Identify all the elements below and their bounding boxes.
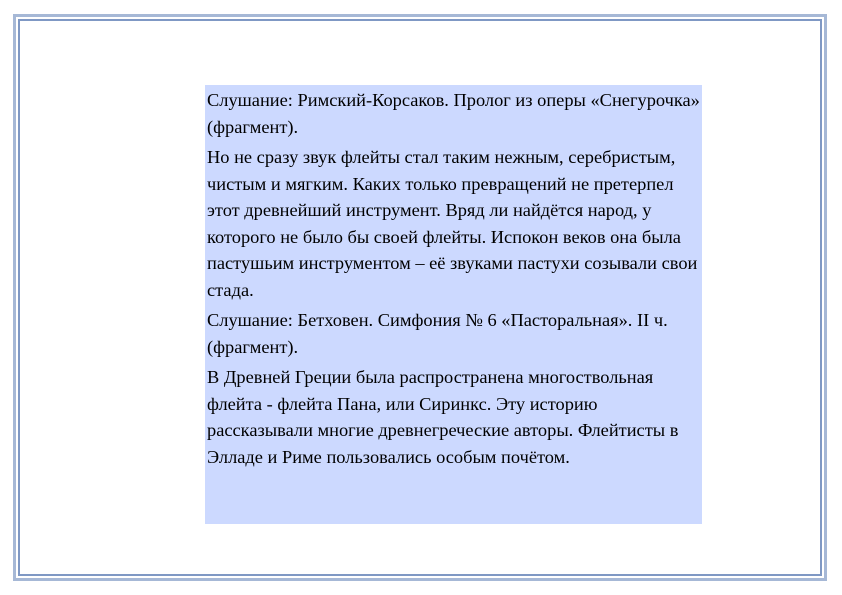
listening-paragraph-2: Слушание: Бетховен. Симфония № 6 «Пасторальная». II ч. (фрагмент). (207, 310, 668, 357)
flute-history-paragraph: Но не сразу звук флейты стал таким нежным, серебристым, чистым и мягким. Каких только превращений не претерпел этот древнейший инструмент. Вряд ли найдётся народ, у которого не было бы своей флейты. Испокон веков она была пастушьим инструментом – её звуками пастухи созывали свои стада. (207, 147, 698, 300)
text-box (205, 85, 702, 524)
ancient-greece-paragraph: В Древней Греции была распространена многоствольная флейта - флейта Пана, или Сиринкс. Эту историю рассказывали многие древнегреческие авторы. Флейтисты в Элладе и Риме пользовались особым почётом. (207, 367, 679, 467)
listening-paragraph-1: Слушание: Римский-Корсаков. Пролог из оперы «Снегурочка» (фрагмент). (207, 90, 700, 137)
